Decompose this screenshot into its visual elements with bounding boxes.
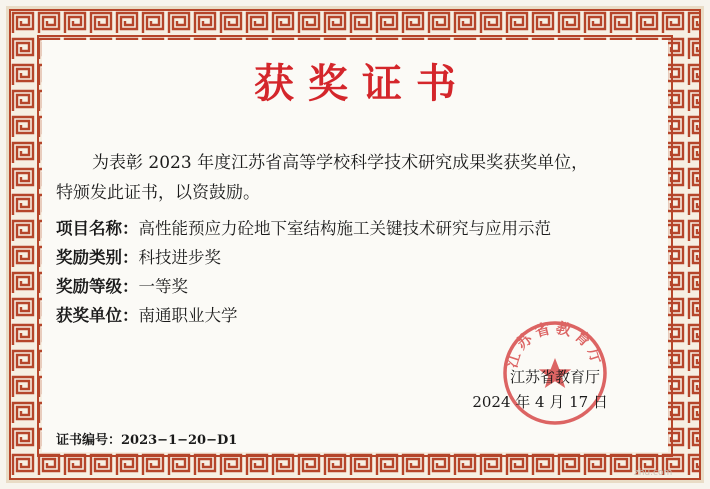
certificate-title: 获奖证书 bbox=[254, 61, 470, 107]
field-label: 项目名称： bbox=[56, 219, 139, 238]
field-award-level bbox=[56, 272, 676, 301]
field-label: 获奖单位： bbox=[56, 306, 139, 325]
field-value: 一等奖 bbox=[138, 277, 188, 296]
intro-line-1: 为表彰 2023 年度江苏省高等学校科学技术研究成果奖获奖单位， bbox=[92, 153, 589, 173]
field-award-category bbox=[56, 243, 676, 272]
field-label: 奖励等级： bbox=[56, 277, 139, 296]
intro-line-2: 特颁发此证书，以资鼓励。 bbox=[56, 183, 260, 203]
issue-date: 2024 年 4 月 17 日 bbox=[472, 393, 608, 411]
field-value: 高性能预应力砼地下室结构施工关键技术研究与应用示范 bbox=[138, 219, 551, 238]
certificate-intro bbox=[56, 148, 656, 208]
field-value: 科技进步奖 bbox=[138, 248, 221, 267]
certificate-number: 证书编号：2023−1−20−D1 bbox=[56, 433, 238, 448]
seal-text: 江苏省教育厅 bbox=[502, 318, 608, 370]
watermark: zhu.com bbox=[634, 468, 673, 478]
award-details bbox=[56, 214, 676, 330]
field-value: 南通职业大学 bbox=[138, 306, 238, 325]
field-label: 奖励类别： bbox=[56, 248, 139, 267]
issuing-authority: 江苏省教育厅 bbox=[509, 368, 600, 386]
field-project-name bbox=[56, 214, 676, 243]
